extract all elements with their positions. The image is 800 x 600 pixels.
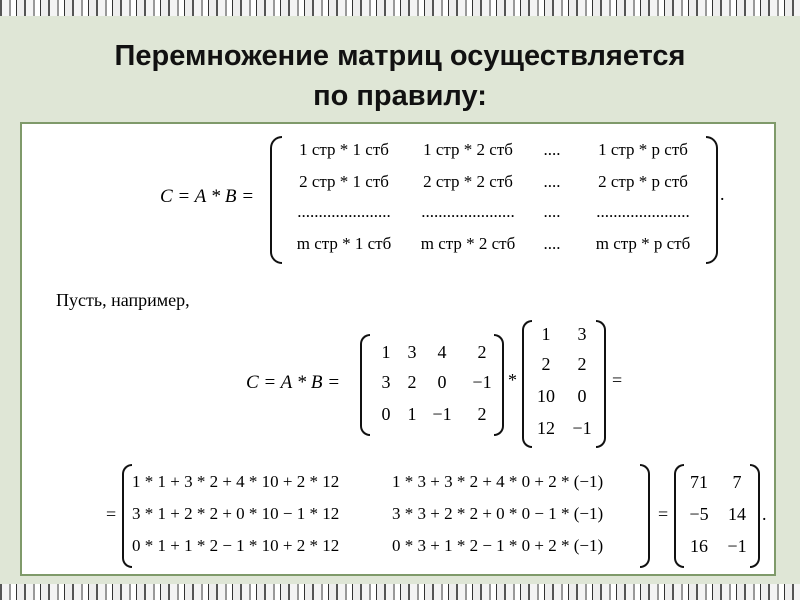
a-r3c1: 0 [381,404,391,424]
rule-cell-r2c2: 2 стр * 2 стб [423,172,513,191]
c-r2c1: −5 [689,504,709,524]
rule-cell-r4c1: m стр * 1 стб [296,234,392,253]
example-multiply-sign: * [508,370,517,390]
matrix-a-right-paren [494,334,504,436]
rule-cell-r2c4: 2 стр * p стб [598,172,688,191]
a-r1c2: 3 [407,342,417,362]
rule-right-paren [706,136,718,264]
b-r1c1: 1 [541,324,551,344]
b-r1c2: 3 [577,324,587,344]
rule-cell-r4c3: .... [543,234,561,253]
rule-cell-r2c1: 2 стр * 1 стб [299,172,389,191]
b-r2c2: 2 [577,354,587,374]
a-r1c3: 4 [437,342,447,362]
rule-left-paren [270,136,282,264]
expr-r1c2: 1 * 3 + 3 * 2 + 4 * 0 + 2 * (−1) [392,472,604,491]
c-r3c2: −1 [727,536,747,556]
rule-cell-r1c3: .... [543,140,561,159]
b-r3c2: 0 [577,386,587,406]
expr-r3c1: 0 * 1 + 1 * 2 − 1 * 10 + 2 * 12 [132,536,340,555]
b-r4c2: −1 [572,418,592,438]
b-r3c1: 10 [537,386,555,406]
a-r2c3: 0 [437,372,447,392]
rule-cell-r3c1: ...................... [297,202,391,221]
a-r2c1: 3 [381,372,391,392]
example-intro: Пусть, например, [56,290,190,310]
b-r2c1: 2 [541,354,551,374]
rule-cell-r4c2: m стр * 2 стб [420,234,516,253]
c-r3c1: 16 [690,536,708,556]
expr-r3c2: 0 * 3 + 1 * 2 − 1 * 0 + 2 * (−1) [392,536,604,555]
top-decorative-strip [0,0,800,16]
c-r2c2: 14 [728,504,746,524]
rule-cell-r3c2: ...................... [421,202,515,221]
c-r1c2: 7 [732,472,742,492]
expr-r1c1: 1 * 1 + 3 * 2 + 4 * 10 + 2 * 12 [132,472,340,491]
result-equals-sign-2: = [658,504,669,524]
rule-cell-r4c4: m стр * p стб [595,234,691,253]
title-line-2: по правилу: [313,80,487,112]
result-equals-sign: = [106,504,117,524]
a-r3c2: 1 [407,404,417,424]
result-tail-period: . [762,504,767,524]
rule-lhs: C = A * B = [160,186,255,207]
matrix-b-right-paren [596,320,606,448]
a-r3c4: 2 [477,404,487,424]
slide-title [0,36,800,116]
example-equals-sign: = [612,370,623,390]
rule-cell-r1c1: 1 стр * 1 стб [299,140,389,159]
c-r1c1: 71 [690,472,708,492]
rule-cell-r3c3: .... [543,202,561,221]
result-matrix-right-paren [750,464,760,568]
rule-cell-r1c4: 1 стр * p стб [598,140,688,159]
matrix-a-left-paren [360,334,370,436]
expr-r2c2: 3 * 3 + 2 * 2 + 0 * 0 − 1 * (−1) [392,504,604,523]
a-r2c4: −1 [472,372,492,392]
result-expr-left-paren [122,464,132,568]
title-line-1: Перемножение матриц осуществляется [114,40,686,72]
a-r2c2: 2 [407,372,417,392]
rule-cell-r2c3: .... [543,172,561,191]
example-lhs: C = A * B = [246,372,341,393]
rule-cell-r1c2: 1 стр * 2 стб [423,140,513,159]
expr-r2c1: 3 * 1 + 2 * 2 + 0 * 10 − 1 * 12 [132,504,340,523]
b-r4c1: 12 [537,418,555,438]
rule-cell-r3c4: ...................... [596,202,690,221]
a-r1c1: 1 [381,342,391,362]
a-r1c4: 2 [477,342,487,362]
rule-tail-period: . [720,184,725,204]
content-panel [20,122,776,576]
result-expr-right-paren [640,464,650,568]
a-r3c3: −1 [432,404,452,424]
bottom-decorative-strip [0,584,800,600]
